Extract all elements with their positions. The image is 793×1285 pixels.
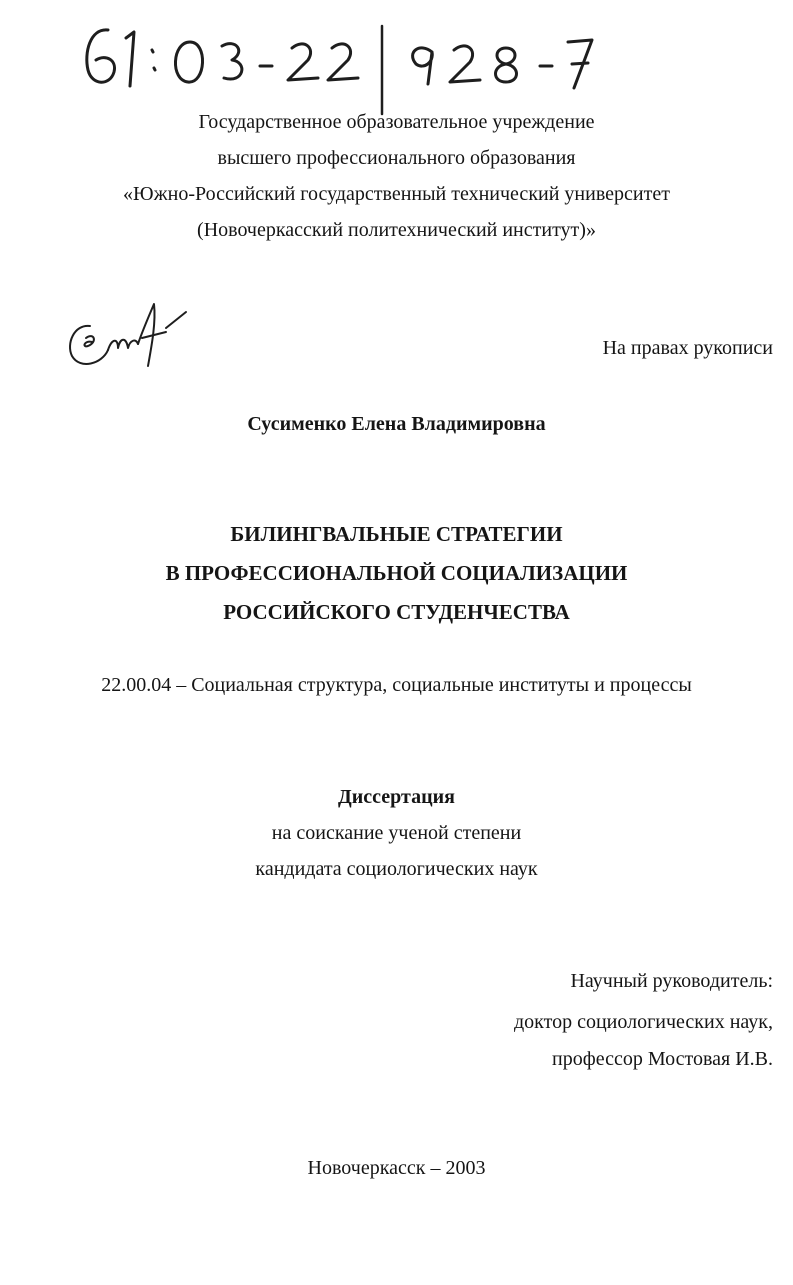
supervisor-degree: доктор социологических наук,: [513, 1011, 773, 1033]
institution-line-1: Государственное образовательное учреждение: [198, 111, 595, 133]
dissertation-title-line-3: РОССИЙСКОГО СТУДЕНЧЕСТВА: [223, 600, 570, 624]
specialty-code: 22.00.04 – Социальная структура, социальные институты и процессы: [101, 674, 692, 696]
institution-line-3: «Южно-Российский государственный технический университет: [123, 183, 670, 205]
handwritten-archive-number: [60, 8, 680, 118]
dissertation-title-line-2: В ПРОФЕССИОНАЛЬНОЙ СОЦИАЛИЗАЦИИ: [165, 561, 628, 585]
place-and-year: Новочеркасск – 2003: [307, 1157, 486, 1179]
author-name: Сусименко Елена Владимировна: [247, 413, 546, 435]
degree-heading: Диссертация: [338, 786, 455, 808]
supervisor-label: Научный руководитель:: [570, 970, 773, 992]
degree-line-1: на соискание ученой степени: [271, 822, 522, 844]
dissertation-title-line-1: БИЛИНГВАЛЬНЫЕ СТРАТЕГИИ: [230, 522, 563, 546]
degree-line-2: кандидата социологических наук: [255, 858, 538, 880]
manuscript-note: На правах рукописи: [602, 337, 773, 359]
handwritten-signature: [62, 292, 192, 377]
institution-line-4: (Новочеркасский политехнический институт)»: [197, 219, 596, 241]
institution-line-2: высшего профессионального образования: [217, 147, 576, 169]
supervisor-name: профессор Мостовая И.В.: [552, 1048, 773, 1070]
